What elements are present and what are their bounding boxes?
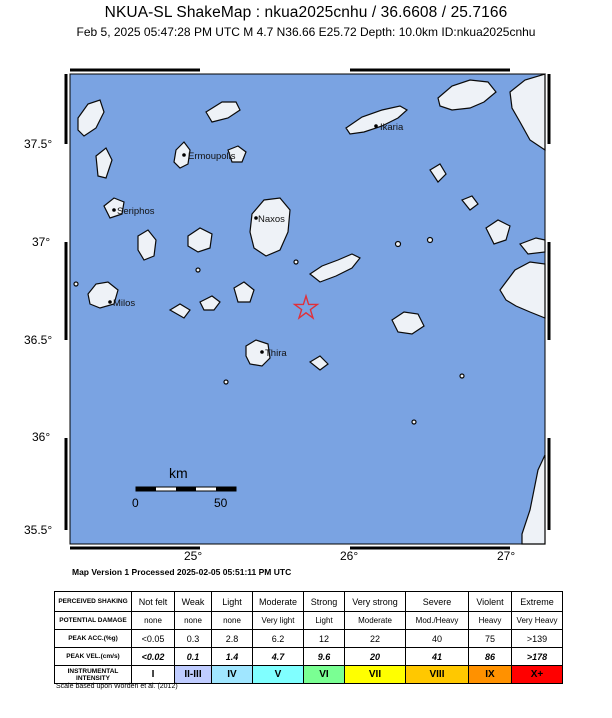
intensity-cell: IV: [212, 666, 253, 684]
place-marker-ikaria: [374, 124, 378, 128]
lon-tick-27: 27°: [497, 549, 516, 560]
scale-bar-end: 50: [214, 496, 228, 510]
legend-cell: <0.05: [132, 630, 175, 648]
legend-cell: Violent: [469, 592, 512, 612]
legend-cell: <0.02: [132, 648, 175, 666]
legend-cell: 41: [406, 648, 469, 666]
place-label-ikaria: Ikaria: [380, 122, 404, 133]
legend-cell: Very light: [253, 612, 304, 630]
place-marker-ermoupolis: [182, 153, 186, 157]
legend-cell: 0.3: [175, 630, 212, 648]
legend-cell: 40: [406, 630, 469, 648]
intensity-cell: I: [132, 666, 175, 684]
islet: [396, 242, 401, 247]
legend-row-header: PEAK ACC.(%g): [55, 630, 132, 648]
legend-cell: 0.1: [175, 648, 212, 666]
intensity-cell: VI: [304, 666, 345, 684]
legend-cell: 2.8: [212, 630, 253, 648]
legend-row-shaking: [55, 592, 563, 612]
islet: [294, 260, 298, 264]
intensity-cell: II-III: [175, 666, 212, 684]
legend-row-intensity: [55, 666, 563, 684]
lon-tick-25: 25°: [184, 549, 203, 560]
legend-cell: Weak: [175, 592, 212, 612]
place-label-seriphos: Seriphos: [117, 206, 155, 217]
islet: [196, 268, 200, 272]
legend-row-damage: [55, 612, 563, 630]
legend-cell: 1.4: [212, 648, 253, 666]
lat-tick-37: 37°: [32, 235, 51, 249]
sea-area: [70, 74, 545, 544]
legend-cell: 9.6: [304, 648, 345, 666]
legend-cell: Moderate: [345, 612, 406, 630]
legend-row-acc: [55, 630, 563, 648]
intensity-cell: X+: [512, 666, 563, 684]
legend-cell: none: [132, 612, 175, 630]
islet: [428, 238, 433, 243]
legend-row-header: INSTRUMENTAL INTENSITY: [55, 666, 132, 684]
legend-row-vel: [55, 648, 563, 666]
islet: [74, 282, 78, 286]
legend-cell: Very strong: [345, 592, 406, 612]
intensity-cell: VII: [345, 666, 406, 684]
lat-tick-35-5: 35.5°: [24, 523, 53, 537]
islet: [460, 374, 464, 378]
legend-row-header: PERCEIVED SHAKING: [55, 592, 132, 612]
place-marker-seriphos: [112, 208, 116, 212]
lon-tick-26: 26°: [340, 549, 359, 560]
place-label-ermoupolis: Ermoupolis: [188, 151, 236, 162]
legend-cell: Mod./Heavy: [406, 612, 469, 630]
version-line: Map Version 1 Processed 2025-02-05 05:51:11 PM UTC: [72, 567, 292, 577]
lat-tick-37-5: 37.5°: [24, 137, 53, 151]
legend-cell: Moderate: [253, 592, 304, 612]
legend-row-header: PEAK VEL.(cm/s): [55, 648, 132, 666]
legend-cell: 22: [345, 630, 406, 648]
legend-cell: none: [175, 612, 212, 630]
scale-credit: Scale based upon Worden et al. (2012): [56, 683, 178, 690]
place-marker-milos: [108, 300, 112, 304]
legend-cell: Severe: [406, 592, 469, 612]
lat-tick-36-5: 36.5°: [24, 333, 53, 347]
intensity-cell: IX: [469, 666, 512, 684]
legend-cell: >178: [512, 648, 563, 666]
legend-cell: 86: [469, 648, 512, 666]
legend-cell: 6.2: [253, 630, 304, 648]
legend-cell: 75: [469, 630, 512, 648]
legend-cell: Very Heavy: [512, 612, 563, 630]
islet: [224, 380, 228, 384]
islet: [412, 420, 416, 424]
legend-cell: Heavy: [469, 612, 512, 630]
scale-bar-start: 0: [132, 496, 139, 510]
legend-cell: Strong: [304, 592, 345, 612]
legend-cell: Light: [304, 612, 345, 630]
legend-cell: Extreme: [512, 592, 563, 612]
place-marker-thira: [260, 350, 264, 354]
map-title: NKUA-SL ShakeMap : nkua2025cnhu / 36.6608 / 25.7166: [104, 4, 508, 21]
intensity-legend-table: [54, 591, 563, 684]
intensity-cell: VIII: [406, 666, 469, 684]
legend-cell: none: [212, 612, 253, 630]
intensity-cell: V: [253, 666, 304, 684]
lat-tick-36: 36°: [32, 430, 51, 444]
place-label-milos: Milos: [113, 298, 136, 309]
legend-cell: 4.7: [253, 648, 304, 666]
legend-row-header: POTENTIAL DAMAGE: [55, 612, 132, 630]
legend-cell: 12: [304, 630, 345, 648]
legend-cell: Not felt: [132, 592, 175, 612]
legend-cell: Light: [212, 592, 253, 612]
scale-bar-unit: km: [169, 465, 188, 481]
legend-cell: 20: [345, 648, 406, 666]
place-label-naxos: Naxos: [258, 214, 285, 225]
legend-cell: >139: [512, 630, 563, 648]
place-label-thira: Thira: [265, 348, 287, 359]
event-details: Feb 5, 2025 05:47:28 PM UTC M 4.7 N36.66 E25.72 Depth: 10.0km ID:nkua2025cnhu: [76, 25, 536, 39]
